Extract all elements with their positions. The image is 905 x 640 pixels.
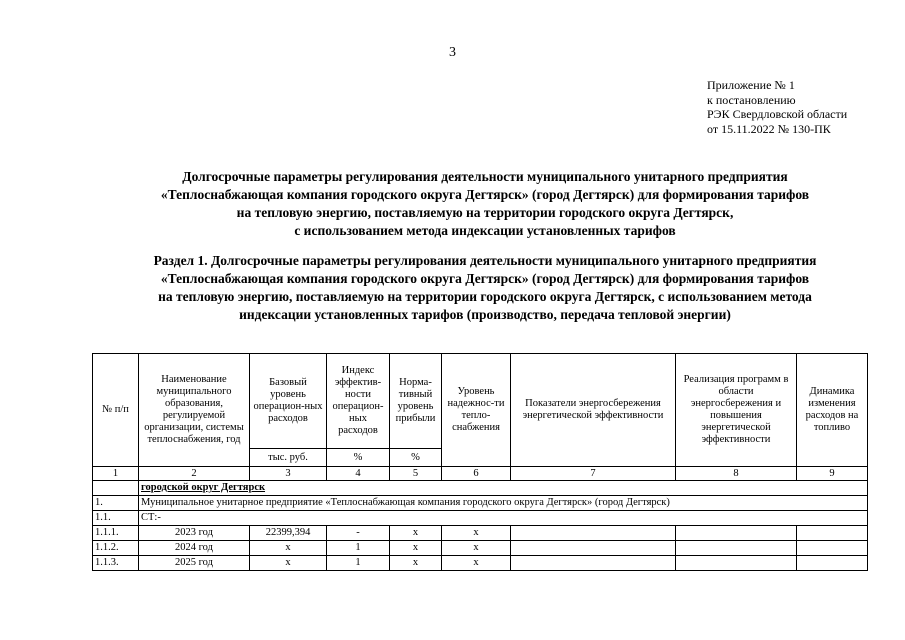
column-number: 2 <box>139 467 250 481</box>
row-normative-profit: х <box>390 541 442 556</box>
appendix-line: РЭК Свердловской области <box>707 107 848 121</box>
row-programs <box>676 526 797 541</box>
column-number: 9 <box>797 467 868 481</box>
tariff-parameters-table <box>92 353 868 571</box>
section-title <box>70 252 900 324</box>
appendix-line: от 15.11.2022 № 130-ПК <box>707 121 831 136</box>
section-line: индексации установленных тарифов (производство, передача тепловой энергии) <box>239 307 731 322</box>
row-fuel-dynamics <box>797 541 868 556</box>
system-num: 1.1. <box>93 511 139 526</box>
organization-row <box>93 496 868 511</box>
header-base-costs: Базовый уровень операцион-ных расходов <box>250 354 327 449</box>
column-number: 1 <box>93 467 139 481</box>
row-efficiency-index: 1 <box>327 556 390 571</box>
header-programs: Реализация программ в области энергосбережения и повышения энергетической эффективности <box>676 354 797 467</box>
row-base-costs: 22399,394 <box>250 526 327 541</box>
header-normative-profit: Норма-тивный уровень прибыли <box>390 354 442 449</box>
column-number: 7 <box>511 467 676 481</box>
column-number: 8 <box>676 467 797 481</box>
row-programs <box>676 556 797 571</box>
header-energy-saving: Показатели энергосбережения энергетической эффективности <box>511 354 676 467</box>
header-efficiency-index: Индекс эффектив-ности операцион-ных расходов <box>327 354 390 449</box>
row-energy-saving <box>511 526 676 541</box>
row-base-costs: х <box>250 541 327 556</box>
row-reliability: х <box>442 526 511 541</box>
system-name: СТ:- <box>139 511 868 526</box>
table-row <box>93 526 868 541</box>
unit-base: тыс. руб. <box>250 449 327 467</box>
table-row <box>93 541 868 556</box>
district-name: городской округ Дегтярск <box>139 481 868 496</box>
organization-num: 1. <box>93 496 139 511</box>
appendix-block <box>707 78 847 136</box>
document-title <box>70 168 900 240</box>
column-number: 6 <box>442 467 511 481</box>
header-row <box>93 354 868 449</box>
page-number: 3 <box>449 45 456 60</box>
row-reliability: х <box>442 556 511 571</box>
title-line: на тепловую энергию, поставляемую на территории городского округа Дегтярск, <box>236 205 734 220</box>
column-number: 3 <box>250 467 327 481</box>
section-line: на тепловую энергию, поставляемую на территории городского округа Дегтярск, с использованием метода <box>158 289 812 304</box>
row-reliability: х <box>442 541 511 556</box>
row-energy-saving <box>511 556 676 571</box>
row-num: 1.1.1. <box>93 526 139 541</box>
row-efficiency-index: - <box>327 526 390 541</box>
table-row <box>93 556 868 571</box>
row-efficiency-index: 1 <box>327 541 390 556</box>
unit-norm: % <box>390 449 442 467</box>
title-line: с использованием метода индексации установленных тарифов <box>294 223 676 238</box>
row-num: 1.1.3. <box>93 556 139 571</box>
title-line: Долгосрочные параметры регулирования деятельности муниципального унитарного предприятия <box>182 169 788 184</box>
organization-name: Муниципальное унитарное предприятие «Теплоснабжающая компания городского округа Дегтярск» (город Дегтярск) <box>139 496 868 511</box>
column-number: 4 <box>327 467 390 481</box>
appendix-line: Приложение № 1 <box>707 78 795 92</box>
column-numbers-row <box>93 467 868 481</box>
unit-index: % <box>327 449 390 467</box>
district-num-cell <box>93 481 139 496</box>
header-name: Наименование муниципального образования, регулируемой организации, системы теплоснабжения, год <box>139 354 250 467</box>
row-year: 2025 год <box>139 556 250 571</box>
appendix-line: к постановлению <box>707 92 796 107</box>
row-year: 2024 год <box>139 541 250 556</box>
row-energy-saving <box>511 541 676 556</box>
district-row <box>93 481 868 496</box>
row-normative-profit: х <box>390 526 442 541</box>
column-number: 5 <box>390 467 442 481</box>
title-line: «Теплоснабжающая компания городского округа Дегтярск» (город Дегтярск) для формирования тарифов <box>160 187 810 202</box>
system-row <box>93 511 868 526</box>
header-fuel-dynamics: Динамика изменения расходов на топливо <box>797 354 868 467</box>
header-reliability: Уровень надежнос-ти тепло-снабжения <box>442 354 511 467</box>
row-normative-profit: х <box>390 556 442 571</box>
row-fuel-dynamics <box>797 556 868 571</box>
row-num: 1.1.2. <box>93 541 139 556</box>
section-line: Раздел 1. Долгосрочные параметры регулирования деятельности муниципального унитарного предприятия <box>153 253 817 268</box>
section-line: «Теплоснабжающая компания городского округа Дегтярск» (город Дегтярск) для формирования тарифов <box>160 271 810 286</box>
row-base-costs: х <box>250 556 327 571</box>
row-year: 2023 год <box>139 526 250 541</box>
row-programs <box>676 541 797 556</box>
header-num: № п/п <box>93 354 139 467</box>
row-fuel-dynamics <box>797 526 868 541</box>
